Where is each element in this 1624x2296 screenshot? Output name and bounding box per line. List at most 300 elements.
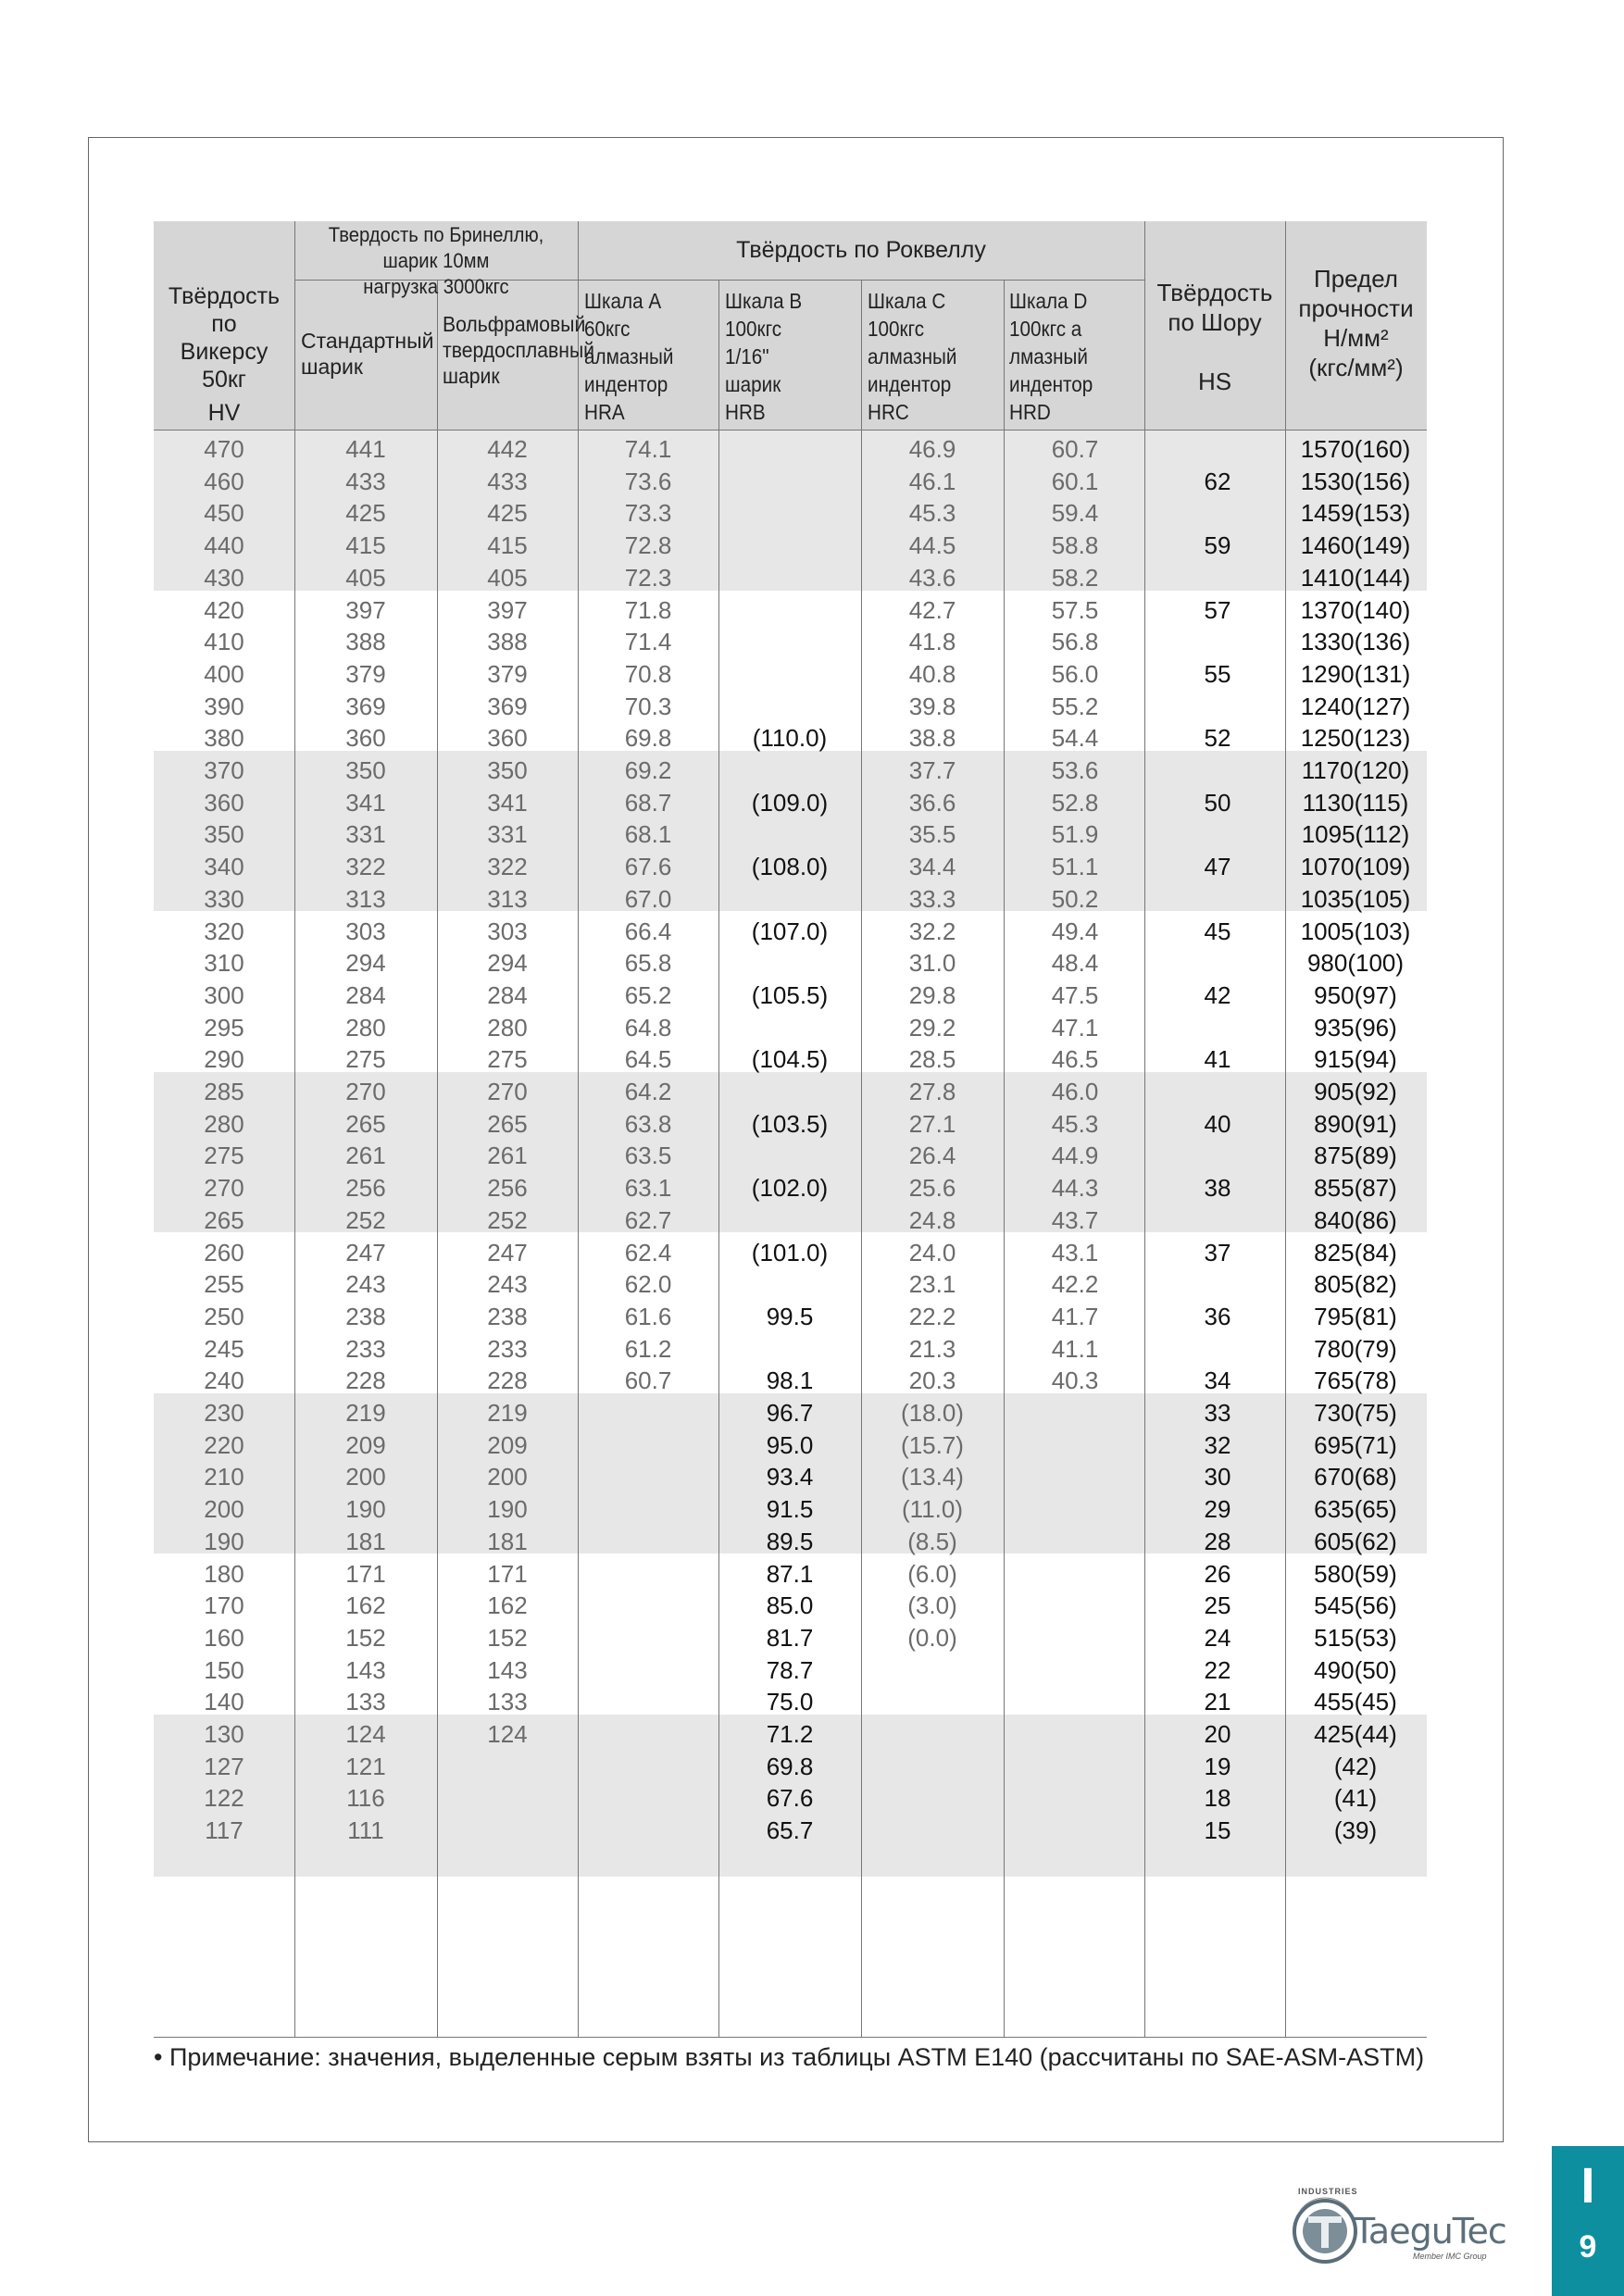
table-cell: 34 [1204,1366,1231,1395]
table-cell: 37 [1204,1238,1231,1267]
tensile-value: 635 [1314,1495,1355,1524]
tensile-kgf-value: (105) [1354,884,1411,913]
table-cell: (103.5) [751,1109,829,1138]
table-cell: 28 [1204,1527,1231,1555]
table-cell: 41 [1204,1045,1231,1074]
tensile-value: 1130 [1302,788,1355,817]
table-cell: 36 [1204,1302,1231,1330]
tensile-value: 1170 [1301,756,1354,784]
table-row [154,433,1427,466]
table-cell: 43.6 [908,563,956,592]
tensile-kgf-value: (120) [1353,756,1410,784]
table-row [154,1237,1427,1269]
table-cell: 70.8 [624,659,672,688]
table-row [154,883,1427,916]
table-row [154,1043,1427,1076]
header-tensile: Предел прочности Н/мм² (кгс/мм²) [1298,265,1414,381]
table-cell: 72.8 [624,531,672,560]
tensile-cell [1291,530,1420,562]
table-cell: (102.0) [751,1174,829,1203]
tensile-cell [1291,658,1420,691]
tensile-cell [1291,1237,1420,1269]
tensile-cell [1291,594,1420,627]
table-cell: 85.0 [766,1591,814,1620]
tensile-kgf-value: (156) [1354,467,1411,495]
table-cell: 303 [345,917,386,945]
table-row [154,594,1427,627]
tensile-value: 1005 [1300,917,1355,945]
page-number: 9 [1579,2229,1597,2265]
table-bottom-line [154,2037,1427,2038]
table-cell: 255 [204,1270,244,1299]
table-cell: 52 [1204,724,1231,753]
table-cell: 44.3 [1051,1174,1099,1203]
table-cell: 250 [204,1302,244,1330]
tensile-value: 1070 [1300,853,1355,881]
table-cell: 261 [345,1142,386,1170]
table-cell: 21 [1204,1688,1231,1716]
tensile-cell [1291,787,1420,819]
table-cell: 143 [487,1655,528,1684]
tensile-cell [1291,562,1420,594]
table-cell: 71.4 [624,628,672,656]
tensile-value: 795 [1314,1302,1355,1330]
table-cell: 33 [1204,1399,1231,1427]
table-cell: 380 [204,724,244,753]
tensile-value: 455 [1314,1688,1355,1716]
header-scale-a: Шкала А 60кгс алмазный индентор HRA [584,289,674,424]
table-cell: 379 [487,659,528,688]
table-cell: 228 [487,1366,528,1395]
table-cell: 369 [487,692,528,720]
table-cell: 360 [487,724,528,753]
table-cell: 442 [487,435,528,463]
tensile-cell [1291,722,1420,755]
table-cell: 58.8 [1051,531,1099,560]
table-cell: 25.6 [908,1174,956,1203]
tensile-value: 670 [1314,1463,1355,1491]
table-cell: 74.1 [624,435,672,463]
table-cell: 60.7 [1051,435,1099,463]
table-cell: 50.2 [1051,884,1099,913]
table-cell: 33.3 [908,884,956,913]
table-cell: 415 [345,531,386,560]
table-cell: 60.1 [1051,467,1099,495]
tensile-cell [1291,851,1420,883]
table-cell: 55.2 [1051,692,1099,720]
table-cell: 93.4 [766,1463,814,1491]
tensile-cell [1291,1268,1420,1301]
table-cell: 27.1 [908,1109,956,1138]
table-cell: 388 [487,628,528,656]
table-cell: 252 [345,1205,386,1234]
table-cell: 280 [345,1013,386,1042]
table-cell: 54.4 [1051,724,1099,753]
table-cell: 47.1 [1051,1013,1099,1042]
table-cell: 62.7 [624,1205,672,1234]
table-cell: 67.6 [766,1784,814,1813]
table-cell: 238 [487,1302,528,1330]
taegutec-logo [1285,2183,1526,2276]
tensile-cell [1291,1172,1420,1204]
tensile-value: 1330 [1300,628,1355,656]
tensile-value: 1410 [1300,563,1355,592]
table-cell: 300 [204,980,244,1009]
tensile-value: 915 [1314,1045,1355,1074]
table-row [154,626,1427,658]
table-cell: 27.8 [908,1078,956,1105]
table-row [154,1397,1427,1429]
table-cell: 313 [487,884,528,913]
table-cell: 261 [487,1142,528,1170]
table-row [154,1493,1427,1526]
table-cell: 37.7 [908,756,956,784]
table-row [154,530,1427,562]
table-cell: 252 [487,1205,528,1234]
table-cell: 181 [345,1527,386,1555]
tensile-cell [1291,1718,1420,1751]
tensile-kgf-value: (109) [1354,853,1411,881]
header-scale-d: Шкала D 100кгс а лмазный индентор HRD [1009,289,1093,424]
table-cell: (108.0) [751,853,829,881]
table-cell: 117 [205,1816,244,1845]
table-cell: 310 [204,949,244,978]
table-row [154,1301,1427,1333]
table-cell: 62.0 [624,1270,672,1299]
tensile-kgf-value: (149) [1354,531,1411,560]
table-cell: (110.0) [752,724,828,753]
table-cell: 25 [1204,1591,1231,1620]
table-cell: 32.2 [908,917,956,945]
table-row [154,1268,1427,1301]
logo-wordmark: TaeguTec [1354,2211,1506,2252]
tensile-cell [1291,497,1420,530]
table-cell: 130 [204,1720,244,1748]
table-cell: 415 [487,531,528,560]
table-row [154,1076,1427,1108]
table-cell: 245 [204,1334,244,1363]
tensile-kgf-value: (97) [1354,980,1397,1009]
table-cell: 44.9 [1051,1142,1099,1170]
logo-arc-text: INDUSTRIES [1298,2187,1358,2196]
table-cell: 71.8 [624,595,672,624]
tensile-value: 890 [1314,1109,1355,1138]
header-brinell-group: Твердость по Бринеллю, шарик 10мм нагрузка 3000кгс [328,223,544,298]
table-cell: 441 [345,435,386,463]
tensile-kgf-value: (144) [1354,563,1411,592]
tensile-kgf-value: (84) [1354,1238,1397,1267]
table-cell: 32 [1204,1430,1231,1459]
table-cell: 29.2 [908,1013,956,1042]
table-cell: 405 [345,563,386,592]
table-cell: 42.7 [908,595,956,624]
table-row [154,1686,1427,1718]
table-cell: 330 [204,884,244,913]
table-row [154,1782,1427,1815]
table-cell: 95.0 [766,1430,814,1459]
tensile-cell [1291,1815,1420,1847]
tensile-cell [1291,1043,1420,1076]
table-cell: 470 [204,435,244,463]
tensile-kgf-value: (160) [1354,435,1411,463]
table-cell: 46.0 [1051,1078,1099,1105]
table-cell: (6.0) [907,1559,957,1588]
table-cell: 350 [204,820,244,849]
table-cell: 36.6 [908,788,956,817]
table-cell: 56.0 [1051,659,1099,688]
table-row [154,1526,1427,1558]
tensile-cell [1291,1108,1420,1141]
tensile-cell [1291,1590,1420,1622]
table-row [154,755,1427,787]
footnote: • Примечание: значения, выделенные серым взяты из таблицы ASTM E140 (рассчитаны по SAE-ASM-ASTM) [154,2043,1425,2071]
table-cell: 433 [487,467,528,495]
tensile-cell [1291,755,1420,787]
table-cell: (107.0) [751,917,829,945]
header-vickers: Твёрдость по Викерсу 50кг [168,283,281,393]
tensile-kgf-value: (82) [1354,1270,1397,1299]
table-cell: 150 [204,1655,244,1684]
tensile-value: 425 [1314,1720,1355,1748]
table-row [154,818,1427,851]
table-cell: 275 [204,1142,244,1170]
table-cell: 124 [487,1720,528,1748]
table-cell: 46.1 [908,467,956,495]
table-cell: 400 [204,659,244,688]
table-cell: 433 [345,467,386,495]
table-row [154,1429,1427,1462]
tensile-kgf-value: (45) [1354,1688,1397,1716]
table-cell: 47 [1204,853,1231,881]
logo-tagline: Member IMC Group [1413,2252,1487,2261]
table-cell: 45 [1204,917,1231,945]
table-row [154,1140,1427,1172]
table-cell: 57.5 [1051,595,1099,624]
tensile-value: 950 [1314,980,1355,1009]
table-cell: 41.7 [1051,1302,1099,1330]
table-cell: 133 [487,1688,528,1716]
table-cell: 397 [345,595,386,624]
tensile-kgf-value: (91) [1354,1109,1397,1138]
tensile-cell [1291,916,1420,948]
table-cell: 190 [487,1495,528,1524]
table-cell: 81.7 [766,1623,814,1652]
table-cell: 313 [345,884,386,913]
table-cell: 440 [204,531,244,560]
tensile-kgf-value: (50) [1354,1655,1397,1684]
table-cell: 69.8 [624,724,672,753]
table-cell: 121 [345,1752,386,1780]
table-cell: 265 [345,1109,386,1138]
table-cell: 45.3 [908,499,956,528]
tensile-kgf-value: (127) [1354,692,1411,720]
tensile-kgf-value: (86) [1354,1205,1397,1234]
table-row [154,980,1427,1012]
header-shore-unit: HS [1197,368,1232,395]
tensile-value: 805 [1314,1270,1355,1299]
table-cell: 68.7 [624,788,672,817]
table-cell: 243 [345,1270,386,1299]
tensile-value: 730 [1314,1399,1355,1427]
table-cell: 62 [1204,467,1231,495]
tensile-cell [1291,980,1420,1012]
table-cell: 238 [345,1302,386,1330]
table-cell: 69.2 [624,756,672,784]
table-cell: 350 [487,756,528,784]
table-cell: 63.5 [624,1142,672,1170]
table-cell: 233 [345,1334,386,1363]
table-cell: 160 [204,1623,244,1652]
table-cell: 405 [487,563,528,592]
header-scale-c: Шкала С 100кгс алмазный индентор HRC [868,289,957,424]
table-cell: 270 [204,1174,244,1203]
table-cell: 233 [487,1334,528,1363]
table-cell: 275 [345,1045,386,1074]
tensile-value: 545 [1314,1591,1355,1620]
table-cell: 320 [204,917,244,945]
table-cell: 29.8 [908,980,956,1009]
tensile-cell [1291,466,1420,498]
table-cell: 72.3 [624,563,672,592]
tensile-cell [1291,626,1420,658]
tensile-kgf-value: (115) [1354,788,1409,817]
table-cell: 34.4 [908,853,956,881]
tensile-kgf-value: (79) [1354,1334,1397,1363]
table-cell: 303 [487,917,528,945]
table-row [154,722,1427,755]
table-cell: 96.7 [766,1399,814,1427]
header-brinell-standard: Стандартный шарик [301,329,434,379]
table-cell: 39.8 [908,692,956,720]
table-cell: 63.1 [624,1174,672,1203]
table-row [154,497,1427,530]
table-cell: 64.5 [624,1045,672,1074]
tensile-kgf-value: (94) [1354,1045,1397,1074]
tensile-cell [1291,1654,1420,1687]
tensile-kgf-value: (39) [1333,1816,1378,1845]
table-cell: 45.3 [1051,1109,1099,1138]
table-cell: 64.8 [624,1013,672,1042]
table-cell: 58.2 [1051,563,1099,592]
table-row [154,1558,1427,1591]
tensile-cell [1291,1333,1420,1366]
table-cell: 68.1 [624,820,672,849]
table-cell: 31.0 [908,949,956,978]
table-cell: 247 [487,1238,528,1267]
table-cell: 388 [345,628,386,656]
table-cell: 200 [487,1463,528,1491]
table-cell: 21.3 [908,1334,956,1363]
table-cell: 116 [346,1784,385,1813]
table-cell: 67.0 [624,884,672,913]
table-cell: 331 [487,820,528,849]
table-cell: 73.3 [624,499,672,528]
tensile-kgf-value: (62) [1354,1527,1397,1555]
table-cell: 341 [345,788,386,817]
table-row [154,1622,1427,1654]
tensile-cell [1291,1558,1420,1591]
tensile-cell [1291,1622,1420,1654]
table-cell: 210 [204,1463,244,1491]
tensile-kgf-value: (65) [1354,1495,1397,1524]
tensile-cell [1291,1429,1420,1462]
table-row [154,691,1427,723]
table-cell: 247 [345,1238,386,1267]
table-cell: 369 [345,692,386,720]
table-cell: (8.5) [907,1527,957,1555]
tensile-cell [1291,691,1420,723]
table-row [154,1108,1427,1141]
tensile-cell [1291,1782,1420,1815]
table-cell: 43.7 [1051,1205,1099,1234]
table-cell: 20.3 [908,1366,956,1395]
table-cell: 47.5 [1051,980,1099,1009]
table-cell: 35.5 [908,820,956,849]
table-cell: 256 [345,1174,386,1203]
table-cell: (11.0) [902,1495,963,1524]
tensile-value: 1250 [1300,724,1355,753]
table-cell: 46.9 [908,435,956,463]
table-cell: 87.1 [766,1559,814,1588]
table-cell: 26 [1204,1559,1231,1588]
table-cell: 124 [345,1720,386,1748]
table-cell: 420 [204,595,244,624]
table-cell: 66.4 [624,917,672,945]
tensile-cell [1291,1526,1420,1558]
table-cell: 57 [1204,595,1231,624]
table-cell: 450 [204,499,244,528]
section-tab [1552,2146,1624,2296]
table-cell: 64.2 [624,1078,672,1105]
table-cell: 24 [1204,1623,1231,1652]
table-cell: 44.5 [908,531,956,560]
tensile-value: 695 [1314,1430,1355,1459]
table-cell: (105.5) [751,980,829,1009]
tensile-kgf-value: (44) [1354,1720,1397,1748]
tensile-value: 875 [1314,1142,1355,1170]
table-cell: 162 [345,1591,386,1620]
table-cell: 111 [347,1816,384,1845]
table-row [154,1172,1427,1204]
table-cell: 425 [487,499,528,528]
header-scale-b: Шкала В 100кгс 1/16" шарик HRB [725,289,803,424]
tensile-kgf-value: (68) [1354,1463,1397,1491]
table-cell: 350 [345,756,386,784]
table-row [154,1590,1427,1622]
table-row [154,1815,1427,1847]
table-cell: 40 [1204,1109,1231,1138]
tensile-value: 580 [1314,1559,1355,1588]
table-row [154,1461,1427,1493]
table-cell: 340 [204,853,244,881]
tensile-value: 1570 [1300,435,1355,463]
table-cell: 171 [345,1559,386,1588]
tensile-value: 980 [1306,949,1348,978]
table-cell: 55 [1204,659,1231,688]
table-cell: 59 [1204,531,1231,560]
table-cell: 59.4 [1051,499,1099,528]
table-cell: 71.2 [766,1720,814,1748]
table-cell: 43.1 [1051,1238,1099,1267]
table-cell: 209 [345,1430,386,1459]
table-cell: 190 [345,1495,386,1524]
table-cell: 65.7 [766,1816,814,1845]
tensile-cell [1291,1493,1420,1526]
table-cell: 190 [204,1527,244,1555]
table-cell: 370 [204,756,244,784]
section-letter: I [1580,2158,1595,2214]
table-cell: 51.9 [1051,820,1099,849]
